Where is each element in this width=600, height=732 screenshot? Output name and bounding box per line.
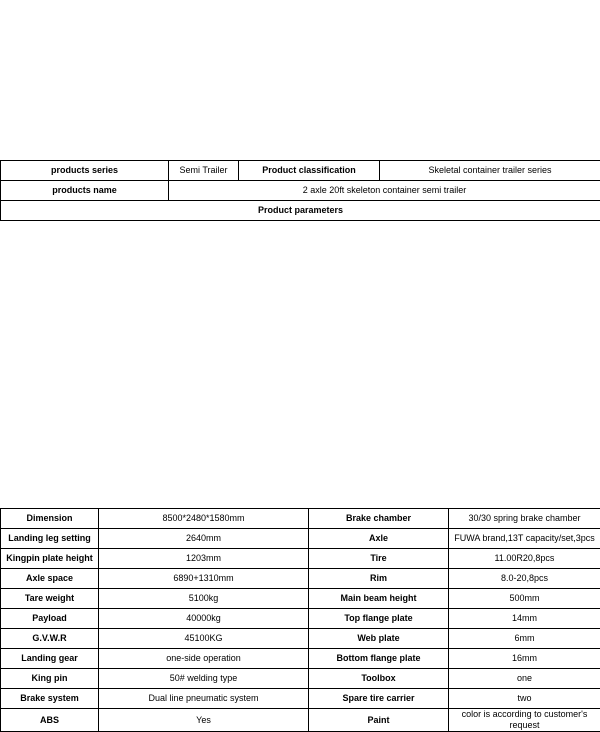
product-classification-label: Product classification [239, 161, 380, 181]
parameter-label: Dimension [1, 509, 99, 529]
parameter-value: 50# welding type [99, 669, 309, 689]
parameter-label: G.V.W.R [1, 629, 99, 649]
parameter-label: ABS [1, 709, 99, 732]
parameter-value: 14mm [449, 609, 600, 629]
parameter-value: 30/30 spring brake chamber [449, 509, 600, 529]
parameter-value: 2640mm [99, 529, 309, 549]
product-parameters-table [0, 508, 600, 732]
parameter-value: one-side operation [99, 649, 309, 669]
parameter-value: 6890+1310mm [99, 569, 309, 589]
parameter-label: Main beam height [309, 589, 449, 609]
parameter-row [1, 709, 600, 732]
parameter-label: Rim [309, 569, 449, 589]
parameter-value: one [449, 669, 600, 689]
products-name-row [1, 181, 600, 201]
products-name-label: products name [1, 181, 169, 201]
parameter-label: Tire [309, 549, 449, 569]
parameter-label: Spare tire carrier [309, 689, 449, 709]
parameter-label: King pin [1, 669, 99, 689]
parameter-value: 5100kg [99, 589, 309, 609]
parameter-value: two [449, 689, 600, 709]
parameter-row [1, 669, 600, 689]
parameter-row [1, 689, 600, 709]
parameter-row [1, 569, 600, 589]
parameter-label: Bottom flange plate [309, 649, 449, 669]
parameter-row [1, 549, 600, 569]
parameter-value: 11.00R20,8pcs [449, 549, 600, 569]
parameter-label: Landing gear [1, 649, 99, 669]
products-series-label: products series [1, 161, 169, 181]
parameter-label: Paint [309, 709, 449, 732]
parameter-value: Yes [99, 709, 309, 732]
parameter-value: 6mm [449, 629, 600, 649]
parameter-value: 45100KG [99, 629, 309, 649]
parameter-row [1, 649, 600, 669]
products-name-value: 2 axle 20ft skeleton container semi trailer [169, 181, 600, 201]
parameter-label: Tare weight [1, 589, 99, 609]
parameter-label: Web plate [309, 629, 449, 649]
parameter-label: Brake chamber [309, 509, 449, 529]
parameter-value: color is according to customer's request [449, 709, 600, 732]
parameter-label: Brake system [1, 689, 99, 709]
parameter-label: Payload [1, 609, 99, 629]
parameter-value: 40000kg [99, 609, 309, 629]
parameter-value: Dual line pneumatic system [99, 689, 309, 709]
parameter-label: Axle [309, 529, 449, 549]
parameter-value: 8500*2480*1580mm [99, 509, 309, 529]
parameter-value: 16mm [449, 649, 600, 669]
product-classification-value: Skeletal container trailer series [380, 161, 600, 181]
parameter-row [1, 629, 600, 649]
products-series-row [1, 161, 600, 181]
parameter-value: 1203mm [99, 549, 309, 569]
parameter-row [1, 589, 600, 609]
parameter-row [1, 609, 600, 629]
parameter-value: 500mm [449, 589, 600, 609]
parameter-row [1, 529, 600, 549]
parameter-label: Axle space [1, 569, 99, 589]
parameter-value: 8.0-20,8pcs [449, 569, 600, 589]
product-parameters-row [1, 201, 600, 221]
parameter-label: Landing leg setting [1, 529, 99, 549]
product-spec-table [0, 160, 600, 221]
parameter-value: FUWA brand,13T capacity/set,3pcs [449, 529, 600, 549]
product-parameters-title: Product parameters [1, 201, 600, 221]
products-series-value: Semi Trailer [169, 161, 239, 181]
parameter-row [1, 509, 600, 529]
parameter-label: Toolbox [309, 669, 449, 689]
parameter-label: Top flange plate [309, 609, 449, 629]
parameter-label: Kingpin plate height [1, 549, 99, 569]
